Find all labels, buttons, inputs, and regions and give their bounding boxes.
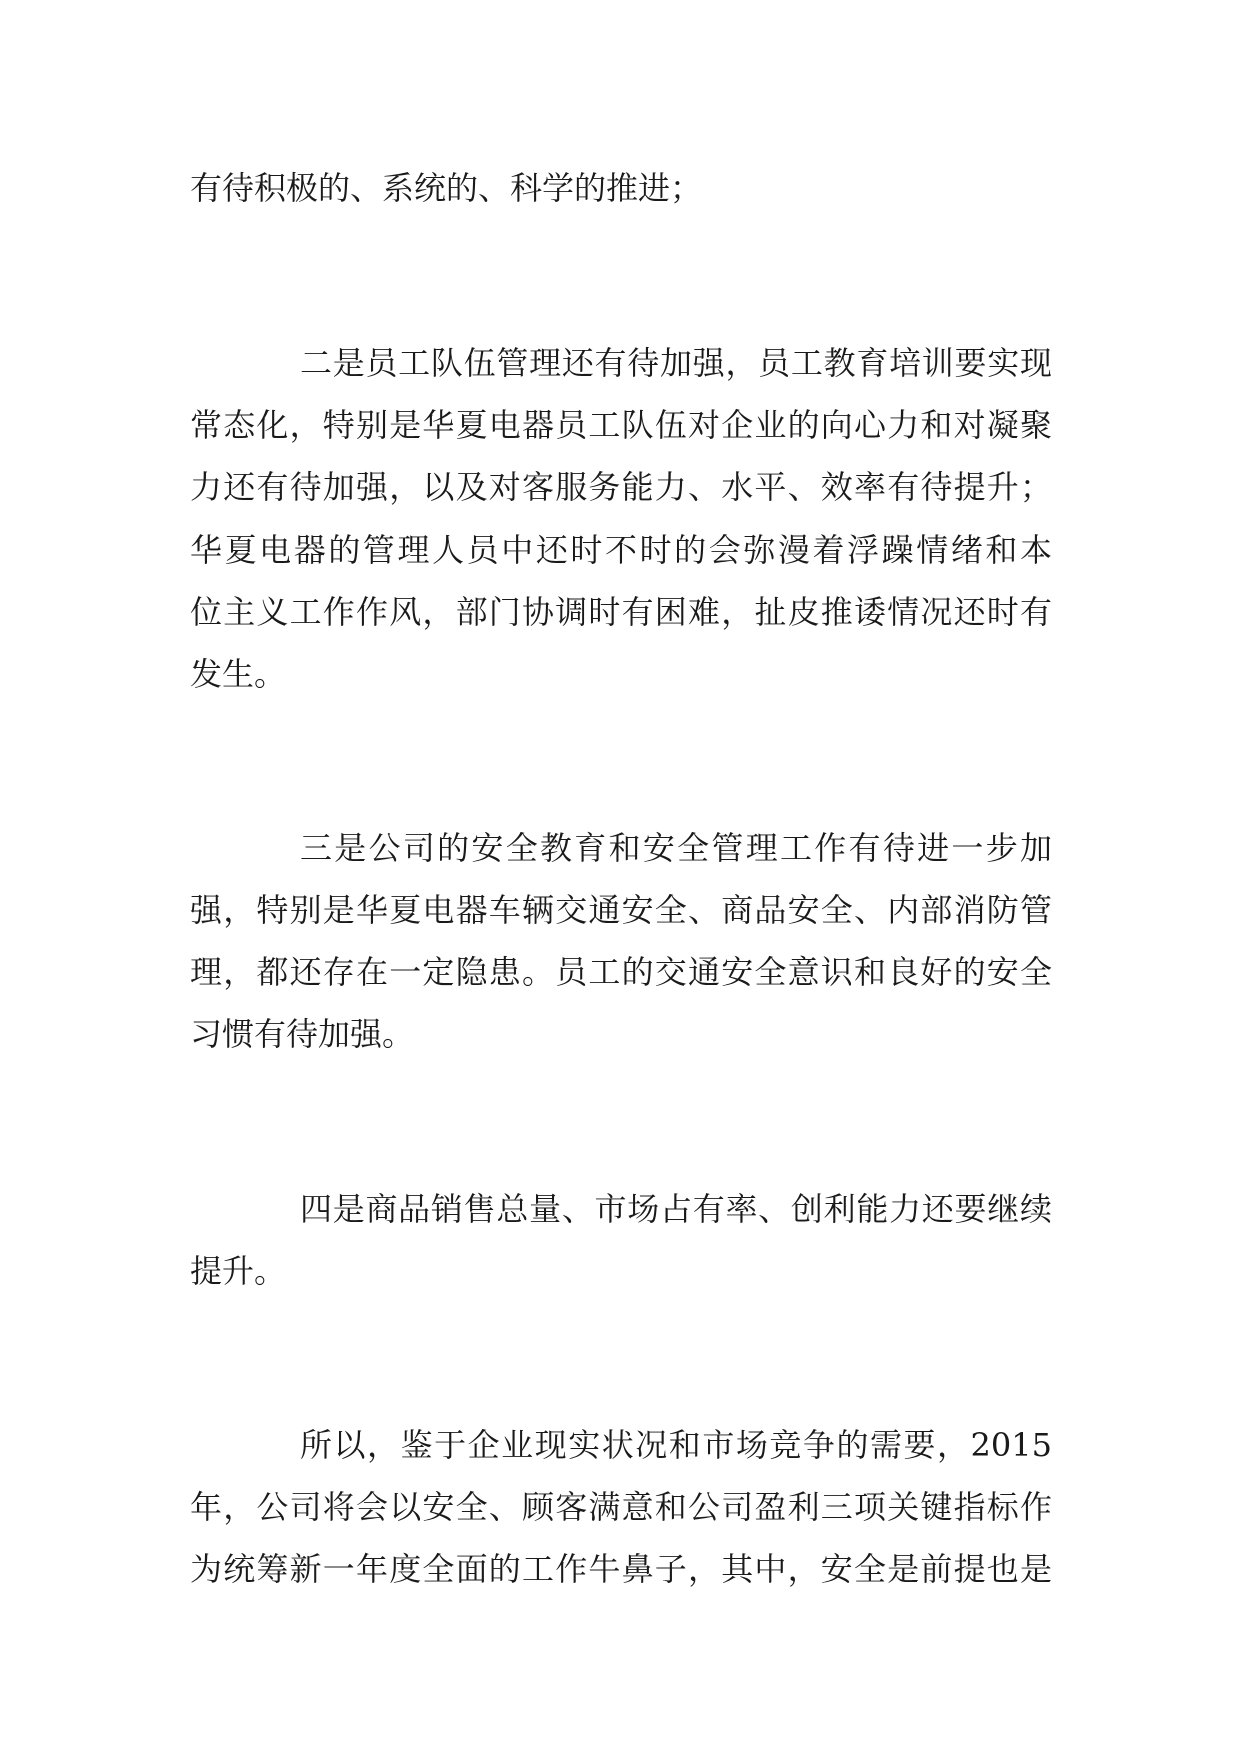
paragraph-line: 习惯有待加强。 [190, 1015, 415, 1053]
paragraph-line: 力还有待加强，以及对客服务能力、水平、效率有待提升； [190, 468, 1052, 506]
paragraph-line: 发生。 [190, 655, 287, 693]
paragraph-line: 为统筹新一年度全面的工作牛鼻子，其中，安全是前提也是 [190, 1550, 1052, 1588]
paragraph-line: 二是员工队伍管理还有待加强，员工教育培训要实现 [300, 344, 1052, 382]
paragraph-line: 提升。 [190, 1252, 287, 1290]
paragraph-line: 年，公司将会以安全、顾客满意和公司盈利三项关键指标作 [190, 1488, 1052, 1526]
paragraph-line: 四是商品销售总量、市场占有率、创利能力还要继续 [300, 1190, 1052, 1228]
paragraph-line: 有待积极的、系统的、科学的推进； [190, 169, 703, 207]
paragraph-line: 强，特别是华夏电器车辆交通安全、商品安全、内部消防管 [190, 891, 1052, 929]
paragraph-line: 常态化，特别是华夏电器员工队伍对企业的向心力和对凝聚 [190, 406, 1052, 444]
paragraph-line: 所以，鉴于企业现实状况和市场竞争的需要，2015 [300, 1426, 1052, 1464]
paragraph-line: 三是公司的安全教育和安全管理工作有待进一步加 [300, 829, 1052, 867]
paragraph-line: 位主义工作作风，部门协调时有困难，扯皮推诿情况还时有 [190, 593, 1052, 631]
paragraph-line: 华夏电器的管理人员中还时不时的会弥漫着浮躁情绪和本 [190, 531, 1052, 569]
paragraph-line: 理，都还存在一定隐患。员工的交通安全意识和良好的安全 [190, 953, 1052, 991]
